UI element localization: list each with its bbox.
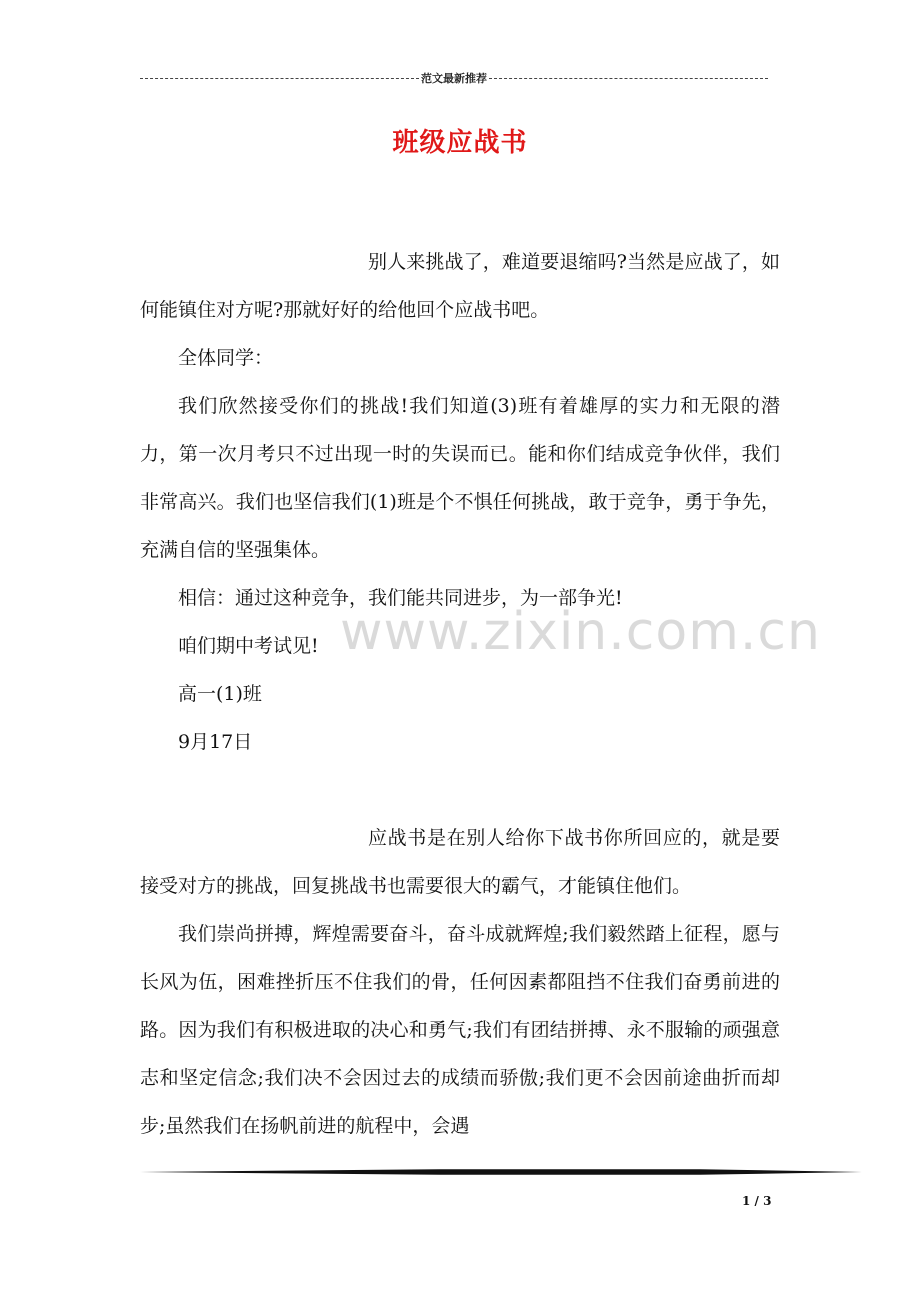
page-number: 1 / 3 — [742, 1194, 772, 1208]
body-paragraph: 我们崇尚拼搏，辉煌需要奋斗，奋斗成就辉煌;我们毅然踏上征程，愿与长风为伍，困难挫折压不住我们的骨，任何因素都阻挡不住我们奋勇前进的路。因为我们有积极进取的决心和勇气;我们有团结拼搏、永不服输的顽强意志和坚定信念;我们决不会因过去的成绩而骄傲;我们更不会因前途曲折而却步;虽然我们在扬帆前进的航程中，会遇 — [140, 923, 780, 1137]
footer-rule — [140, 1168, 862, 1176]
header-label: 范文最新推荐 — [421, 72, 487, 85]
intro-paragraph: 别人来挑战了，难道要退缩吗?当然是应战了，如何能镇住对方呢?那就好好的给他回个应战书吧。 — [140, 251, 780, 321]
document-title: 班级应战书 — [392, 128, 528, 158]
salutation: 全体同学： — [178, 347, 274, 369]
header-dash-right — [489, 78, 768, 79]
body-paragraph: 相信：通过这种竞争，我们能共同进步，为一部争光! — [178, 587, 623, 609]
signature: 高一(1)班 — [178, 683, 262, 705]
body-paragraph: 我们欣然接受你们的挑战!我们知道(3)班有着雄厚的实力和无限的潜力，第一次月考只不过出现一时的失误而已。能和你们结成竞争伙伴，我们非常高兴。我们也坚信我们(1)班是个不惧任何挑战，敢于竞争，勇于争先，充满自信的坚强集体。 — [140, 395, 780, 561]
document-body — [140, 238, 780, 1150]
date: 9月17日 — [178, 731, 253, 753]
header-dash-left — [140, 78, 419, 79]
page-header — [140, 68, 768, 88]
watermark-text: www.zixin.com.cn — [340, 602, 821, 662]
section-intro-paragraph: 应战书是在别人给你下战书你所回应的，就是要接受对方的挑战，回复挑战书也需要很大的霸气，才能镇住他们。 — [140, 827, 780, 897]
spacer — [140, 766, 780, 814]
body-paragraph: 咱们期中考试见! — [178, 635, 319, 657]
